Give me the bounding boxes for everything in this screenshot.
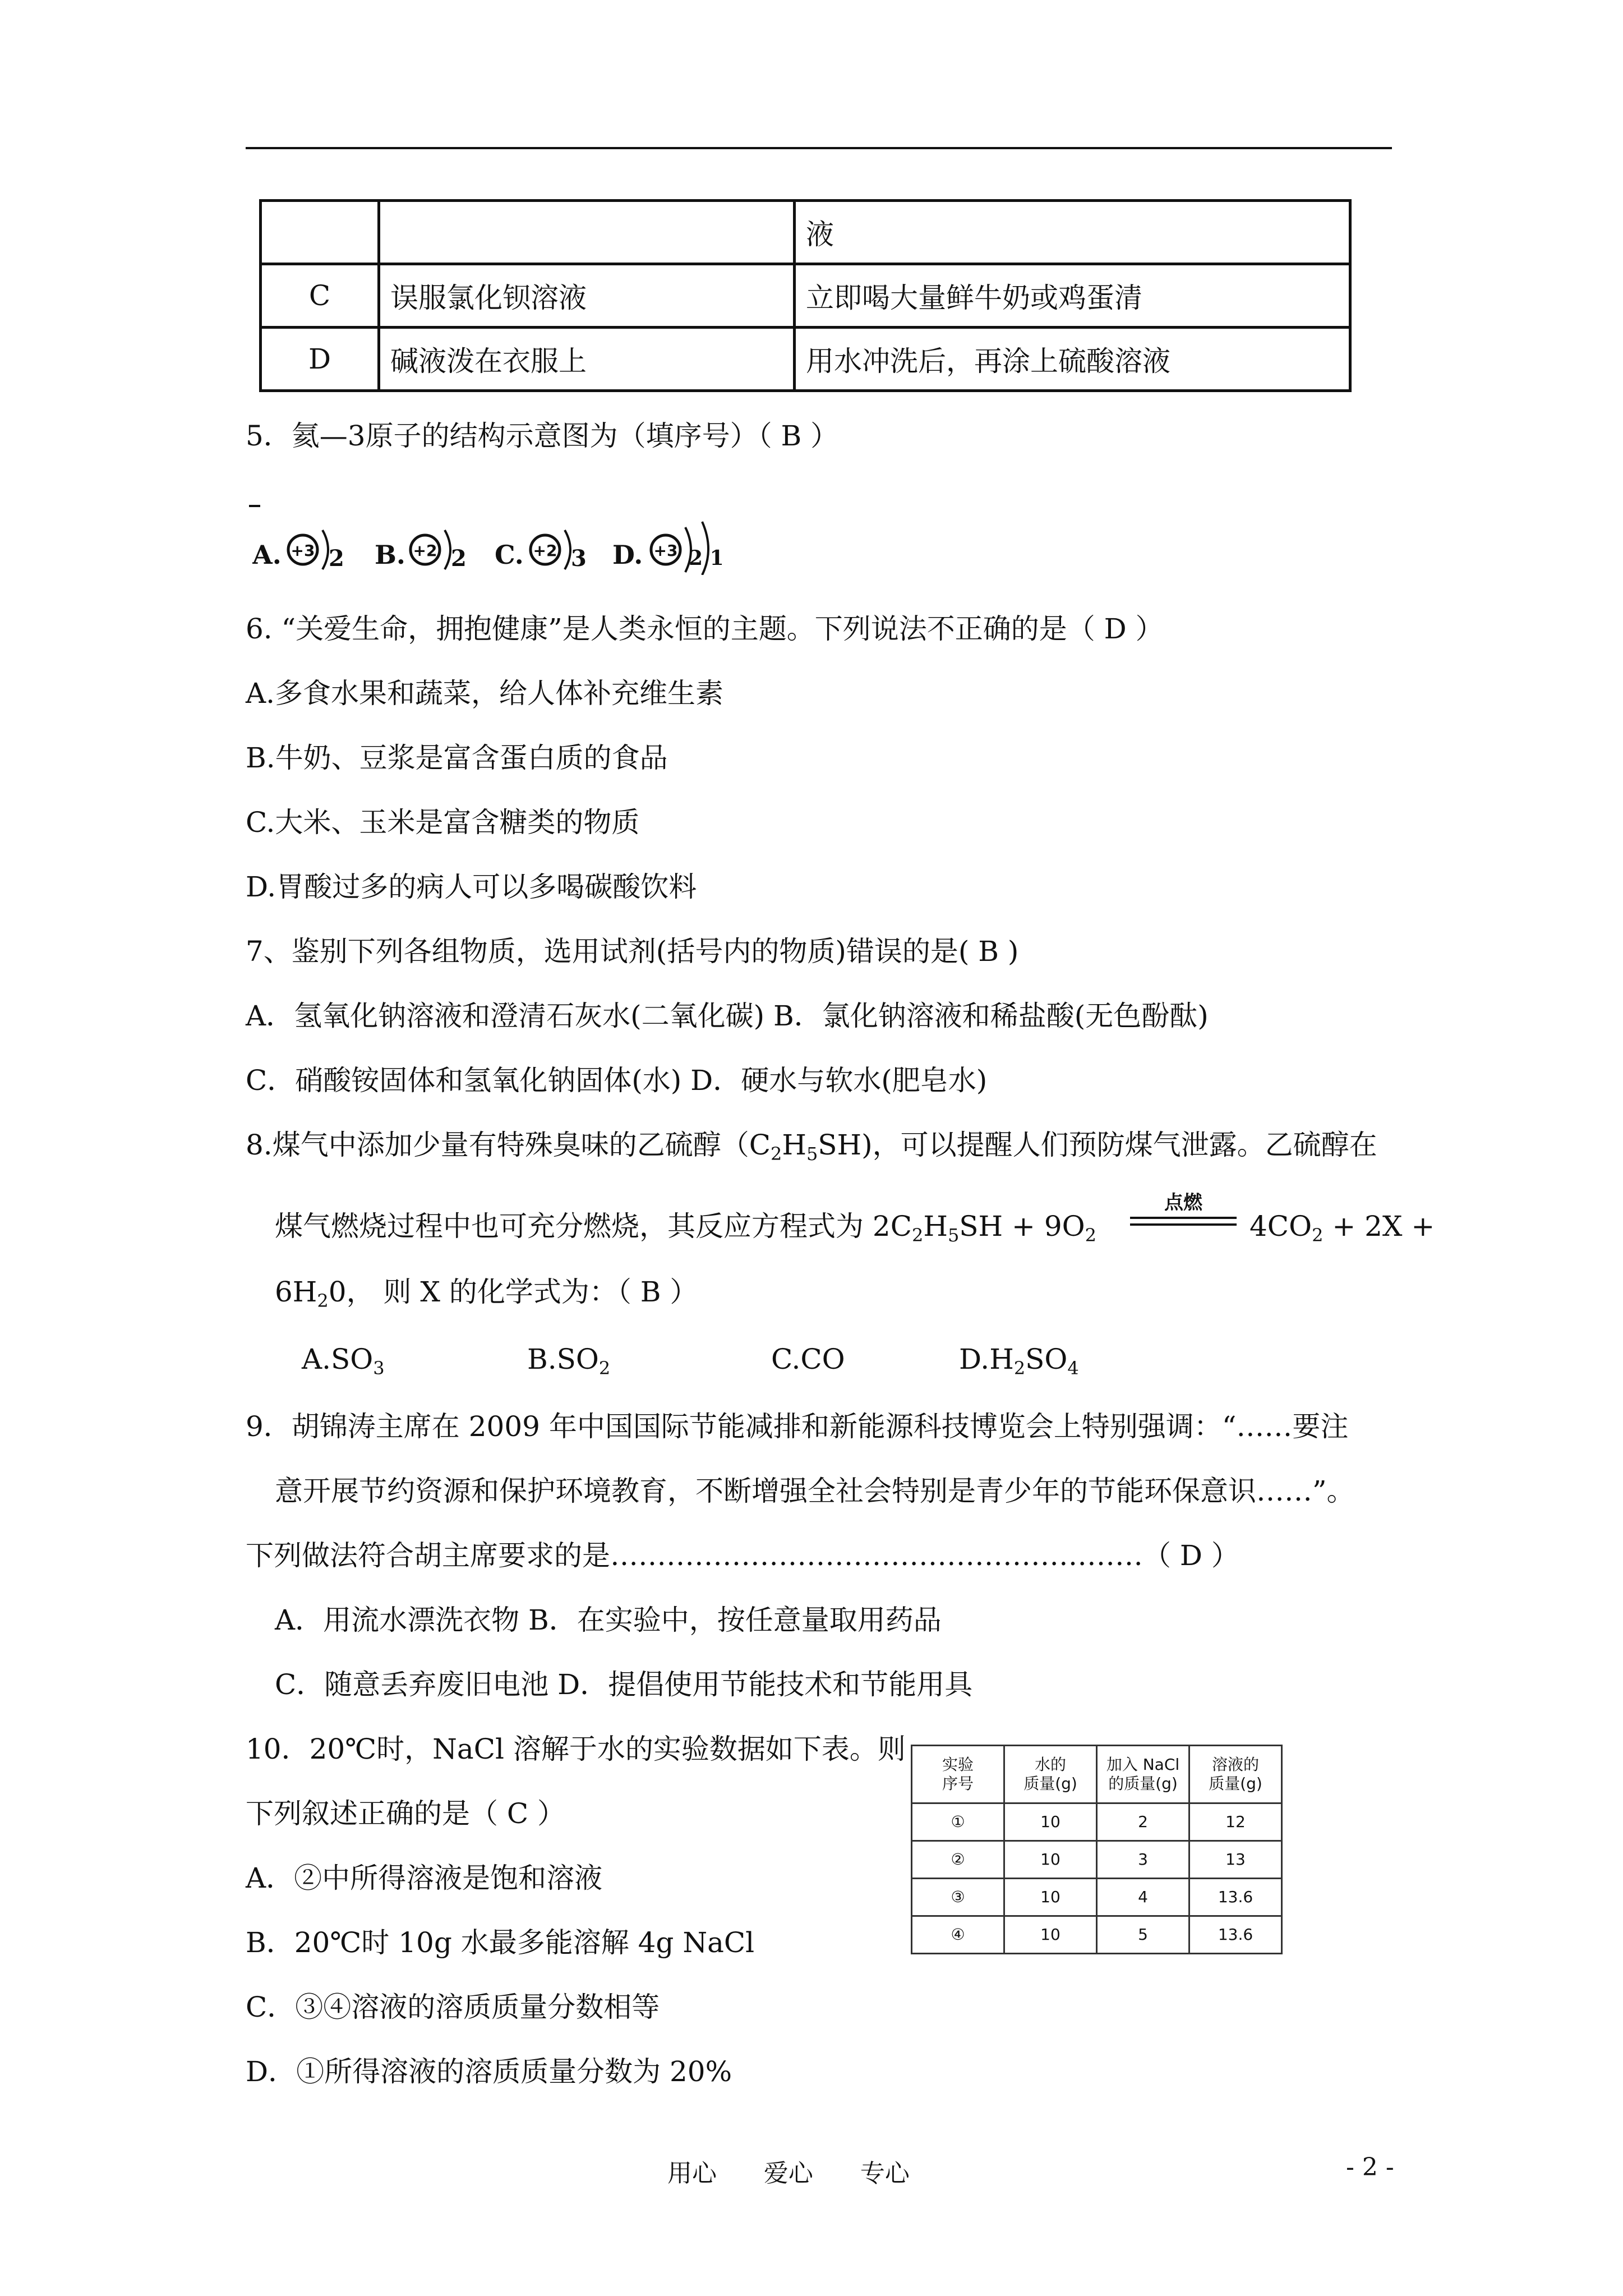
table-cell: 2	[1097, 1803, 1189, 1841]
header-rule	[246, 147, 1392, 149]
atom-diagram-icon	[252, 519, 353, 575]
atom-option-b	[375, 519, 476, 575]
q9-line1: 9．胡锦涛主席在 2009 年中国国际节能减排和新能源科技博览会上特别强调：“……要注	[246, 1410, 1349, 1443]
table-row	[261, 328, 1350, 391]
footer-motto: 用心 爱心 专心	[667, 2159, 910, 2188]
table-row	[912, 1879, 1282, 1916]
table-header-row	[912, 1746, 1282, 1803]
atom-diagram-icon	[495, 519, 596, 575]
atom-option-d	[612, 519, 741, 575]
q8-option-d: $D.H_2SO_4$	[959, 1343, 1079, 1379]
shell-electrons: 2	[451, 545, 467, 572]
nucleus-charge: +3	[291, 541, 315, 560]
q8-line2-end: $4CO_2 + 2X$ +	[1249, 1210, 1435, 1246]
shell-electrons: 3	[571, 545, 587, 572]
q6-option-a: A.多食水果和蔬菜，给人体补充维生素	[246, 677, 724, 710]
q10-option-b: B．20℃时 10g 水最多能溶解 4g NaCl	[246, 1926, 755, 1959]
table-cell: 误服氯化钡溶液	[379, 264, 795, 328]
q6-option-c: C.大米、玉米是富含糖类的物质	[246, 806, 640, 839]
q9-options-cd: C．随意丢弃废旧电池 D．提倡使用节能技术和节能用具	[275, 1668, 973, 1701]
q6-stem: 6. “关爱生命，拥抱健康”是人类永恒的主题。下列说法不正确的是（ D ）	[246, 613, 1164, 645]
q6-option-d: D.胃酸过多的病人可以多喝碳酸饮料	[246, 871, 697, 903]
q9-options-ab: A．用流水漂洗衣物 B．在实验中，按任意量取用药品	[275, 1604, 942, 1636]
atom-option-c	[495, 519, 596, 575]
table-cell: 12	[1189, 1803, 1282, 1841]
q10-option-d: D．①所得溶液的溶质质量分数为 20%	[246, 2055, 732, 2088]
table-cell: 立即喝大量鲜牛奶或鸡蛋清	[795, 264, 1350, 328]
q10-line2: 下列叙述正确的是（ C ）	[246, 1797, 566, 1830]
table-row	[261, 264, 1350, 328]
table-cell: 液	[795, 201, 1350, 264]
q8-option-a: $A.SO_3$	[302, 1343, 385, 1379]
table-header: 实验 序号	[912, 1746, 1004, 1803]
option-label: A.	[252, 540, 282, 570]
q10-option-c: C．③④溶液的溶质质量分数相等	[246, 1991, 660, 2023]
table-cell	[379, 201, 795, 264]
table-cell: C	[261, 264, 379, 328]
option-label: D.	[612, 540, 643, 570]
q9-line2: 意开展节约资源和保护环境教育，不断增强全社会特别是青少年的节能环保意识……”。	[275, 1475, 1355, 1507]
table-cell: ③	[912, 1879, 1004, 1916]
q8-option-b: $B.SO_2$	[527, 1343, 611, 1379]
table-cell: 13	[1189, 1841, 1282, 1879]
nucleus-charge: +3	[653, 541, 678, 560]
table-cell: 13.6	[1189, 1879, 1282, 1916]
q5-stem: 5．氦—3原子的结构示意图为（填序号）（ B ）	[246, 420, 839, 452]
table-header: 加入 NaCl 的质量(g)	[1097, 1746, 1189, 1803]
table-cell: 10	[1004, 1841, 1097, 1879]
q10-line1: 10．20℃时，NaCl 溶解于水的实验数据如下表。则	[246, 1733, 906, 1765]
option-label: C.	[495, 540, 524, 570]
table-row	[261, 201, 1350, 264]
table-cell: 3	[1097, 1841, 1189, 1879]
dash-mark	[249, 505, 260, 507]
ignite-label: 点燃	[1164, 1191, 1202, 1214]
table-cell: D	[261, 328, 379, 391]
nacl-data-table	[911, 1745, 1283, 1954]
q8-line1: 8.煤气中添加少量有特殊臭味的乙硫醇$(C_2H_5SH)$，可以提醒人们预防煤气泄露。乙硫醇在	[246, 1129, 1377, 1165]
atom-option-a	[252, 519, 353, 575]
table-cell: 10	[1004, 1916, 1097, 1954]
table-cell: 10	[1004, 1879, 1097, 1916]
shell-electrons: 2	[329, 545, 344, 572]
table-cell	[261, 201, 379, 264]
table-cell: 4	[1097, 1879, 1189, 1916]
q7-options-cd: C．硝酸铵固体和氢氧化钠固体(水) D．硬水与软水(肥皂水)	[246, 1064, 988, 1097]
reaction-condition	[1130, 1192, 1237, 1226]
table-cell: 10	[1004, 1803, 1097, 1841]
table-row	[912, 1841, 1282, 1879]
nucleus-charge: +2	[533, 541, 557, 560]
page-number: - 2 -	[1346, 2153, 1394, 2182]
table-cell: 5	[1097, 1916, 1189, 1954]
q7-options-ab: A．氢氧化钠溶液和澄清石灰水(二氧化碳) B．氯化钠溶液和稀盐酸(无色酚酞)	[246, 1000, 1209, 1032]
table-row	[912, 1803, 1282, 1841]
q10-option-a: A．②中所得溶液是饱和溶液	[246, 1862, 603, 1894]
q7-stem: 7、鉴别下列各组物质，选用试剂(括号内的物质)错误的是( B )	[246, 935, 1019, 968]
table-cell: ②	[912, 1841, 1004, 1879]
q6-option-b: B.牛奶、豆浆是富含蛋白质的食品	[246, 742, 668, 774]
q9-line3: 下列做法符合胡主席要求的是…………………………………………………（ D ）	[246, 1539, 1239, 1572]
q8-line2: 煤气燃烧过程中也可充分燃烧，其反应方程式为 $2C_2H_5SH + 9O_2$	[275, 1210, 1096, 1246]
table-cell: 13.6	[1189, 1916, 1282, 1954]
table-cell: 用水冲洗后，再涂上硫酸溶液	[795, 328, 1350, 391]
table-header: 溶液的 质量(g)	[1189, 1746, 1282, 1803]
table-row	[912, 1916, 1282, 1954]
table-cell: ①	[912, 1803, 1004, 1841]
option-label: B.	[375, 540, 405, 570]
safety-table	[259, 199, 1352, 392]
table-cell: ④	[912, 1916, 1004, 1954]
table-header: 水的 质量(g)	[1004, 1746, 1097, 1803]
nucleus-charge: +2	[413, 541, 437, 560]
shell-electrons: 2 1	[689, 546, 724, 570]
q8-line3: $6H_20$， 则 X 的化学式为：（ B ）	[275, 1276, 698, 1312]
atom-diagram-icon	[375, 519, 476, 575]
q8-option-c: C.CO	[771, 1343, 845, 1375]
table-cell: 碱液泼在衣服上	[379, 328, 795, 391]
atom-diagram-icon	[612, 519, 741, 575]
